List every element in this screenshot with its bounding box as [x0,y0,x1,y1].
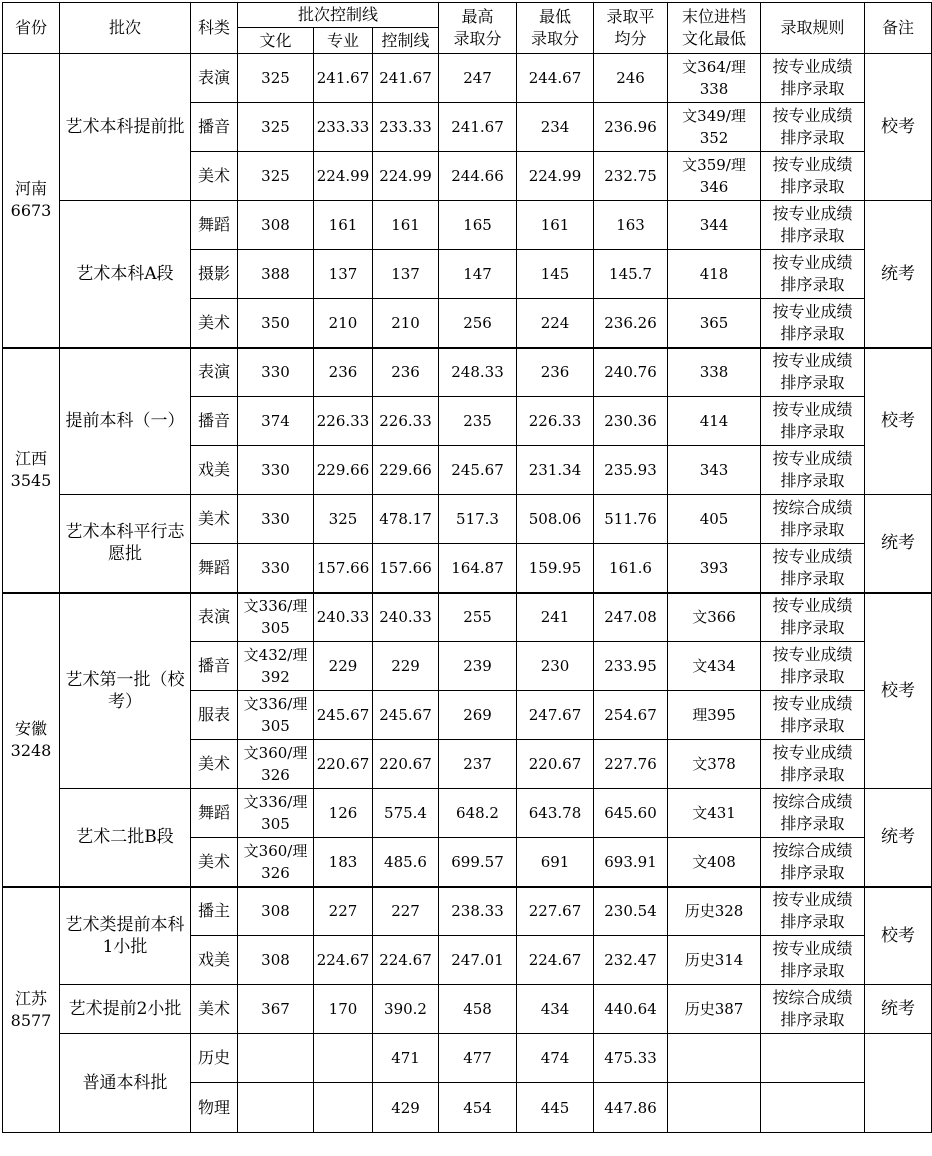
last-culture-cell: 文378 [668,740,761,789]
last-culture-cell: 历史328 [668,887,761,936]
province-cell: 江苏 8577 [3,887,60,1133]
min-score-cell: 244.67 [517,54,594,103]
control-line-cell: 224.99 [373,152,439,201]
avg-score-cell: 235.93 [594,446,668,495]
major-line-cell: 227 [314,887,373,936]
control-line-cell: 137 [373,250,439,299]
control-line-cell: 241.67 [373,54,439,103]
batch-cell: 艺术提前2小批 [60,985,191,1034]
rule-cell: 按综合成绩 排序录取 [761,985,865,1034]
min-score-cell: 230 [517,642,594,691]
max-score-cell: 256 [439,299,517,348]
major-line-cell: 241.67 [314,54,373,103]
rule-cell [761,1083,865,1133]
major-line-cell: 137 [314,250,373,299]
culture-line-cell: 330 [238,544,314,593]
admission-table [2,2,932,1133]
max-score-cell: 245.67 [439,446,517,495]
rule-cell: 按专业成绩 排序录取 [761,103,865,152]
culture-line-cell: 308 [238,936,314,985]
min-score-cell: 231.34 [517,446,594,495]
control-line-cell: 240.33 [373,593,439,642]
avg-score-cell: 230.54 [594,887,668,936]
major-line-cell: 126 [314,789,373,838]
culture-line-cell: 文336/理 305 [238,789,314,838]
control-line-cell: 245.67 [373,691,439,740]
max-score-cell: 699.57 [439,838,517,887]
last-culture-cell: 405 [668,495,761,544]
province-cell: 安徽 3248 [3,593,60,887]
min-score-cell: 445 [517,1083,594,1133]
max-score-cell: 458 [439,985,517,1034]
table-row [3,54,932,103]
subject-cell: 历史 [191,1034,238,1083]
subject-cell: 服表 [191,691,238,740]
rule-cell: 按专业成绩 排序录取 [761,642,865,691]
major-line-cell: 220.67 [314,740,373,789]
table-row [3,495,932,544]
culture-line-cell: 308 [238,887,314,936]
last-culture-cell: 文434 [668,642,761,691]
avg-score-cell: 163 [594,201,668,250]
max-score-cell: 164.87 [439,544,517,593]
note-cell: 统考 [865,201,932,348]
culture-line-cell: 文360/理 326 [238,740,314,789]
table-row [3,985,932,1034]
subject-cell: 美术 [191,299,238,348]
control-line-cell: 429 [373,1083,439,1133]
subject-cell: 美术 [191,838,238,887]
avg-score-cell: 511.76 [594,495,668,544]
avg-score-cell: 440.64 [594,985,668,1034]
min-score-cell: 224.67 [517,936,594,985]
min-score-cell: 236 [517,348,594,397]
major-line-cell: 240.33 [314,593,373,642]
min-score-cell: 691 [517,838,594,887]
control-line-cell: 227 [373,887,439,936]
subject-cell: 舞蹈 [191,789,238,838]
min-score-cell: 234 [517,103,594,152]
culture-line-cell: 350 [238,299,314,348]
rule-cell: 按专业成绩 排序录取 [761,446,865,495]
max-score-cell: 165 [439,201,517,250]
rule-cell: 按专业成绩 排序录取 [761,397,865,446]
min-score-cell: 159.95 [517,544,594,593]
last-culture-cell: 文349/理 352 [668,103,761,152]
last-culture-cell: 393 [668,544,761,593]
max-score-cell: 517.3 [439,495,517,544]
batch-cell: 艺术第一批（校 考） [60,593,191,789]
subject-cell: 戏美 [191,446,238,495]
batch-cell: 艺术类提前本科 1小批 [60,887,191,985]
major-line-cell: 157.66 [314,544,373,593]
subject-cell: 物理 [191,1083,238,1133]
min-score-cell: 643.78 [517,789,594,838]
subject-cell: 戏美 [191,936,238,985]
control-line-cell: 575.4 [373,789,439,838]
min-score-cell: 161 [517,201,594,250]
rule-cell: 按专业成绩 排序录取 [761,348,865,397]
last-culture-cell: 文431 [668,789,761,838]
min-score-cell: 220.67 [517,740,594,789]
max-score-cell: 248.33 [439,348,517,397]
avg-score-cell: 247.08 [594,593,668,642]
rule-cell: 按专业成绩 排序录取 [761,887,865,936]
avg-score-cell: 475.33 [594,1034,668,1083]
control-line-cell: 224.67 [373,936,439,985]
subject-cell: 美术 [191,495,238,544]
avg-score-cell: 145.7 [594,250,668,299]
culture-line-cell [238,1034,314,1083]
header-control: 控制线 [373,28,439,54]
last-culture-cell [668,1083,761,1133]
major-line-cell: 226.33 [314,397,373,446]
max-score-cell: 241.67 [439,103,517,152]
last-culture-cell: 文366 [668,593,761,642]
min-score-cell: 227.67 [517,887,594,936]
note-cell: 校考 [865,54,932,201]
control-line-cell: 161 [373,201,439,250]
last-culture-cell: 344 [668,201,761,250]
min-score-cell: 474 [517,1034,594,1083]
max-score-cell: 477 [439,1034,517,1083]
avg-score-cell: 254.67 [594,691,668,740]
culture-line-cell: 文336/理 305 [238,593,314,642]
major-line-cell: 224.67 [314,936,373,985]
min-score-cell: 226.33 [517,397,594,446]
rule-cell: 按专业成绩 排序录取 [761,544,865,593]
rule-cell: 按专业成绩 排序录取 [761,593,865,642]
province-cell: 河南 6673 [3,54,60,348]
max-score-cell: 237 [439,740,517,789]
min-score-cell: 224.99 [517,152,594,201]
control-line-cell: 157.66 [373,544,439,593]
min-score-cell: 145 [517,250,594,299]
culture-line-cell: 330 [238,446,314,495]
avg-score-cell: 161.6 [594,544,668,593]
culture-line-cell: 325 [238,54,314,103]
culture-line-cell: 374 [238,397,314,446]
batch-cell: 艺术本科提前批 [60,54,191,201]
major-line-cell: 210 [314,299,373,348]
min-score-cell: 247.67 [517,691,594,740]
batch-cell: 艺术本科A段 [60,201,191,348]
control-line-cell: 233.33 [373,103,439,152]
avg-score-cell: 693.91 [594,838,668,887]
max-score-cell: 247.01 [439,936,517,985]
last-culture-cell [668,1034,761,1083]
header-last-culture: 末位进档 文化最低 [668,3,761,54]
header-subject: 科类 [191,3,238,54]
batch-cell: 提前本科（一） [60,348,191,495]
batch-cell: 艺术本科平行志 愿批 [60,495,191,593]
max-score-cell: 454 [439,1083,517,1133]
culture-line-cell: 325 [238,152,314,201]
rule-cell: 按专业成绩 排序录取 [761,299,865,348]
culture-line-cell: 330 [238,495,314,544]
avg-score-cell: 233.95 [594,642,668,691]
avg-score-cell: 240.76 [594,348,668,397]
max-score-cell: 648.2 [439,789,517,838]
subject-cell: 表演 [191,348,238,397]
header-control-group: 批次控制线 [238,3,439,28]
major-line-cell: 233.33 [314,103,373,152]
control-line-cell: 390.2 [373,985,439,1034]
max-score-cell: 238.33 [439,887,517,936]
last-culture-cell: 文359/理 346 [668,152,761,201]
max-score-cell: 239 [439,642,517,691]
culture-line-cell: 文432/理 392 [238,642,314,691]
table-row [3,201,932,250]
rule-cell: 按专业成绩 排序录取 [761,152,865,201]
batch-cell: 艺术二批B段 [60,789,191,887]
major-line-cell: 229 [314,642,373,691]
culture-line-cell: 308 [238,201,314,250]
rule-cell: 按专业成绩 排序录取 [761,250,865,299]
last-culture-cell: 文364/理 338 [668,54,761,103]
table-row [3,348,932,397]
rule-cell: 按专业成绩 排序录取 [761,691,865,740]
table-row [3,789,932,838]
header-avg: 录取平 均分 [594,3,668,54]
subject-cell: 美术 [191,152,238,201]
header-province: 省份 [3,3,60,54]
control-line-cell: 220.67 [373,740,439,789]
avg-score-cell: 232.47 [594,936,668,985]
major-line-cell: 170 [314,985,373,1034]
avg-score-cell: 227.76 [594,740,668,789]
max-score-cell: 255 [439,593,517,642]
note-cell: 统考 [865,495,932,593]
last-culture-cell: 414 [668,397,761,446]
last-culture-cell: 文408 [668,838,761,887]
rule-cell: 按综合成绩 排序录取 [761,838,865,887]
rule-cell: 按专业成绩 排序录取 [761,201,865,250]
table-row [3,1034,932,1083]
header-major: 专业 [314,28,373,54]
avg-score-cell: 246 [594,54,668,103]
major-line-cell: 183 [314,838,373,887]
control-line-cell: 229.66 [373,446,439,495]
avg-score-cell: 645.60 [594,789,668,838]
major-line-cell [314,1034,373,1083]
control-line-cell: 210 [373,299,439,348]
control-line-cell: 226.33 [373,397,439,446]
last-culture-cell: 历史314 [668,936,761,985]
avg-score-cell: 447.86 [594,1083,668,1133]
culture-line-cell: 文360/理 326 [238,838,314,887]
subject-cell: 美术 [191,740,238,789]
major-line-cell [314,1083,373,1133]
subject-cell: 摄影 [191,250,238,299]
major-line-cell: 245.67 [314,691,373,740]
batch-cell: 普通本科批 [60,1034,191,1133]
rule-cell [761,1034,865,1083]
min-score-cell: 224 [517,299,594,348]
culture-line-cell: 325 [238,103,314,152]
table-row [3,593,932,642]
major-line-cell: 236 [314,348,373,397]
last-culture-cell: 365 [668,299,761,348]
note-cell: 校考 [865,593,932,789]
rule-cell: 按专业成绩 排序录取 [761,54,865,103]
culture-line-cell: 文336/理 305 [238,691,314,740]
province-cell: 江西 3545 [3,348,60,593]
culture-line-cell: 367 [238,985,314,1034]
subject-cell: 播音 [191,103,238,152]
last-culture-cell: 338 [668,348,761,397]
rule-cell: 按专业成绩 排序录取 [761,936,865,985]
header-note: 备注 [865,3,932,54]
last-culture-cell: 343 [668,446,761,495]
subject-cell: 播主 [191,887,238,936]
avg-score-cell: 230.36 [594,397,668,446]
major-line-cell: 325 [314,495,373,544]
rule-cell: 按综合成绩 排序录取 [761,789,865,838]
subject-cell: 舞蹈 [191,201,238,250]
subject-cell: 播音 [191,642,238,691]
max-score-cell: 247 [439,54,517,103]
note-cell [865,1034,932,1133]
subject-cell: 舞蹈 [191,544,238,593]
major-line-cell: 229.66 [314,446,373,495]
min-score-cell: 434 [517,985,594,1034]
avg-score-cell: 236.26 [594,299,668,348]
avg-score-cell: 232.75 [594,152,668,201]
note-cell: 统考 [865,789,932,887]
major-line-cell: 224.99 [314,152,373,201]
header-culture: 文化 [238,28,314,54]
subject-cell: 美术 [191,985,238,1034]
major-line-cell: 161 [314,201,373,250]
control-line-cell: 229 [373,642,439,691]
subject-cell: 表演 [191,54,238,103]
subject-cell: 表演 [191,593,238,642]
control-line-cell: 236 [373,348,439,397]
header-min: 最低 录取分 [517,3,594,54]
max-score-cell: 147 [439,250,517,299]
min-score-cell: 508.06 [517,495,594,544]
subject-cell: 播音 [191,397,238,446]
control-line-cell: 478.17 [373,495,439,544]
culture-line-cell: 388 [238,250,314,299]
note-cell: 校考 [865,348,932,495]
control-line-cell: 471 [373,1034,439,1083]
table-row [3,887,932,936]
rule-cell: 按专业成绩 排序录取 [761,740,865,789]
control-line-cell: 485.6 [373,838,439,887]
note-cell: 校考 [865,887,932,985]
note-cell: 统考 [865,985,932,1034]
header-max: 最高 录取分 [439,3,517,54]
avg-score-cell: 236.96 [594,103,668,152]
last-culture-cell: 理395 [668,691,761,740]
header-rule: 录取规则 [761,3,865,54]
rule-cell: 按综合成绩 排序录取 [761,495,865,544]
max-score-cell: 269 [439,691,517,740]
min-score-cell: 241 [517,593,594,642]
max-score-cell: 244.66 [439,152,517,201]
culture-line-cell [238,1083,314,1133]
last-culture-cell: 历史387 [668,985,761,1034]
header-batch: 批次 [60,3,191,54]
last-culture-cell: 418 [668,250,761,299]
culture-line-cell: 330 [238,348,314,397]
max-score-cell: 235 [439,397,517,446]
